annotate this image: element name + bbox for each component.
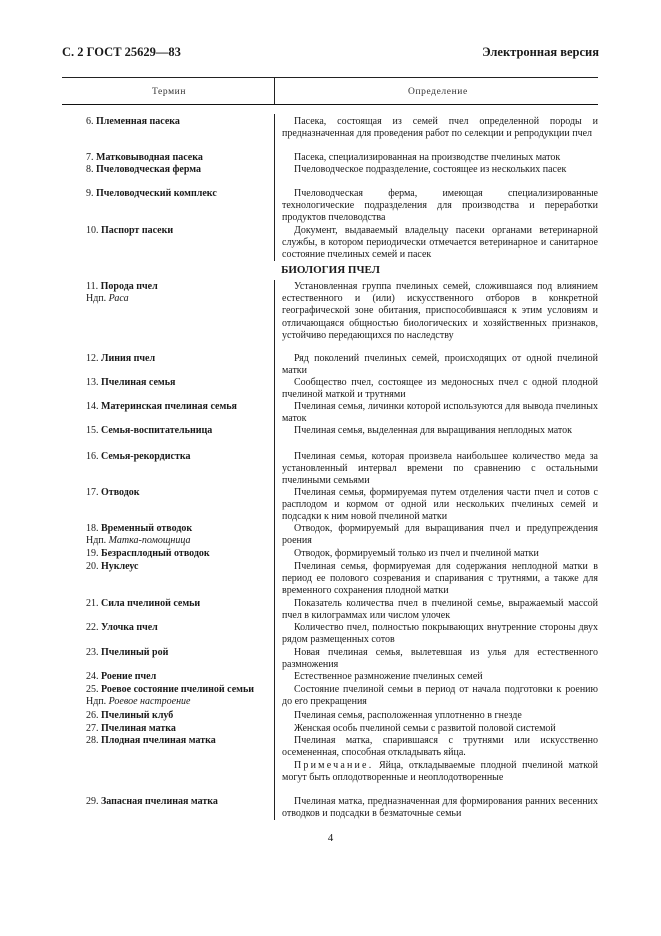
term-number: 8. xyxy=(86,164,94,175)
definition-cell: Показатель количества пчел в пчелиной семье, выражаемый массой пчел в килограммах или числом улочек xyxy=(282,598,598,622)
term-cell xyxy=(86,671,272,683)
term-cell xyxy=(86,548,272,560)
synonym-label: Ндп. xyxy=(86,293,107,305)
term-cell xyxy=(86,647,272,659)
term-number: 10. xyxy=(86,225,99,236)
term-cell xyxy=(86,723,272,735)
synonym-label: Ндп. xyxy=(86,696,107,708)
term-cell xyxy=(86,152,272,164)
definition-cell: Пасека, специализированная на производстве пчелиных маток xyxy=(294,152,561,163)
term-number: 21. xyxy=(86,598,99,609)
term-cell xyxy=(86,401,272,413)
term-name: Сила пчелиной семьи xyxy=(101,598,201,609)
term-cell xyxy=(86,710,272,722)
term-cell xyxy=(86,523,272,547)
column-header-definition: Определение xyxy=(408,87,468,97)
definition-cell: Пчелиная семья, личинки которой используются для вывода пчелиных маток xyxy=(282,401,598,425)
term-name: Нуклеус xyxy=(101,561,139,572)
definition-cell: Отводок, формируемый для выращивания пчел и предупреждения роения xyxy=(282,523,598,547)
term-cell xyxy=(86,451,272,463)
term-number: 6. xyxy=(86,116,94,127)
term-cell xyxy=(86,796,272,808)
definition-cell: Пчелиная матка, спарившаяся с трутнями или искусственно осемененная, способная откладывать яйца. xyxy=(282,735,598,759)
definition-cell: Ряд поколений пчелиных семей, происходящих от одной пчелиной матки xyxy=(282,353,598,377)
term-number: 27. xyxy=(86,723,99,734)
term-name: Пчелиная семья xyxy=(101,377,176,388)
definition-cell: Пчелиная семья, которая произвела наибольшее количество меда за установленный интервал времени по сравнению с остальными пчелиными семьями xyxy=(282,451,598,487)
term-cell xyxy=(86,684,272,708)
definition-cell: Женская особь пчелиной семьи с развитой половой системой xyxy=(294,723,556,734)
definition-cell: Пасека, состоящая из семей пчел определенной породы и предназначенная для проведения работ по селекции и репродукции пчел xyxy=(282,116,598,140)
rejected-synonym xyxy=(86,696,272,708)
term-name: Пчелиный рой xyxy=(101,647,169,658)
header-version: Электронная версия xyxy=(482,45,599,59)
term-cell xyxy=(86,225,272,237)
term-number: 17. xyxy=(86,487,99,498)
column-divider-2 xyxy=(274,280,275,820)
term-name: Матковыводная пасека xyxy=(96,152,203,163)
term-name: Пчелиная матка xyxy=(101,723,176,734)
definition-cell: Пчелиная семья, расположенная уплотненно в гнезде xyxy=(294,710,522,721)
rejected-synonym xyxy=(86,293,272,305)
definition-cell: Пчелиная семья, формируемая путем отделения части пчел и сотов с расплодом и кормом от одной или нескольких пчелиных семей и подсадки к ним новой пчелиной матки xyxy=(282,487,598,523)
term-name: Плодная пчелиная матка xyxy=(101,735,216,746)
term-cell xyxy=(86,561,272,573)
term-number: 7. xyxy=(86,152,94,163)
section-title: БИОЛОГИЯ ПЧЕЛ xyxy=(281,264,380,276)
term-number: 13. xyxy=(86,377,99,388)
term-name: Улочка пчел xyxy=(101,622,158,633)
synonym-term: Матка-помощница xyxy=(108,535,191,547)
term-name: Роение пчел xyxy=(101,671,157,682)
definition-cell: Пчелиная семья, выделенная для выращивания неплодных маток xyxy=(294,425,573,436)
column-divider-1 xyxy=(274,114,275,261)
term-cell xyxy=(86,425,272,437)
term-cell xyxy=(86,353,272,365)
column-header-term: Термин xyxy=(152,87,187,97)
rejected-synonym xyxy=(86,535,272,547)
term-cell xyxy=(86,281,272,305)
term-name: Отводок xyxy=(101,487,140,498)
term-name: Запасная пчелиная матка xyxy=(101,796,218,807)
term-name: Линия пчел xyxy=(101,353,156,364)
definition-note xyxy=(282,760,598,784)
term-number: 29. xyxy=(86,796,99,807)
term-cell xyxy=(86,377,272,389)
definition-cell: Пчелиная матка, предназначенная для формирования ранних весенних отводков и подсадки в безматочные семьи xyxy=(282,796,598,820)
definition-cell: Сообщество пчел, состоящее из медоносных пчел с одной плодной пчелиной маткой и трутнями xyxy=(282,377,598,401)
term-number: 16. xyxy=(86,451,99,462)
term-number: 18. xyxy=(86,523,99,534)
synonym-term: Раса xyxy=(108,293,129,305)
synonym-term: Роевое настроение xyxy=(108,696,191,708)
definition-cell: Количество пчел, полностью покрывающих внутренние стороны двух рядом размещенных сотов xyxy=(282,622,598,646)
term-name: Временный отводок xyxy=(101,523,193,534)
definition-cell: Состояние пчелиной семьи в период от начала подготовки к роению до его прекращения xyxy=(282,684,598,708)
term-number: 15. xyxy=(86,425,99,436)
term-number: 9. xyxy=(86,188,94,199)
term-cell xyxy=(86,164,272,176)
term-cell xyxy=(86,188,272,200)
note-label: Примечание. xyxy=(294,760,374,771)
synonym-label: Ндп. xyxy=(86,535,107,547)
header-bottom-rule xyxy=(62,104,598,105)
term-number: 12. xyxy=(86,353,99,364)
note-text: Яйца, откладываемые плодной пчелиной маткой могут быть оплодотворенные и неоплодотворенные xyxy=(282,760,598,784)
term-number: 25. xyxy=(86,684,99,695)
term-number: 22. xyxy=(86,622,99,633)
definition-cell: Установленная группа пчелиных семей, сложившаяся под влиянием естественного и (или) искусственного отборов в конкретной географической зоне обитания, приспособившаяся к этим условиям и отличающаяся общностью биологических и хозяйственных признаков, устойчиво передающихся по наследству xyxy=(282,281,598,341)
definition-cell: Пчеловодческое подразделение, состоящее из нескольких пасек xyxy=(294,164,567,175)
term-name: Паспорт пасеки xyxy=(101,225,174,236)
definition-cell: Пчеловодческая ферма, имеющая специализированные технологические подразделения для производства и переработки продуктов пчеловодства xyxy=(282,188,598,224)
term-name: Пчеловодческий комплекс xyxy=(96,188,217,199)
term-name: Безрасплодный отводок xyxy=(101,548,210,559)
header-standard-ref: С. 2 ГОСТ 25629—83 xyxy=(62,45,181,59)
page-number: 4 xyxy=(327,832,334,844)
term-number: 23. xyxy=(86,647,99,658)
term-number: 28. xyxy=(86,735,99,746)
header-column-divider xyxy=(274,77,275,104)
term-name: Роевое состояние пчелиной семьи xyxy=(101,684,255,695)
term-cell xyxy=(86,622,272,634)
term-cell xyxy=(86,116,272,128)
term-number: 20. xyxy=(86,561,99,572)
term-name: Племенная пасека xyxy=(96,116,180,127)
term-name: Семья-воспитательница xyxy=(101,425,213,436)
term-number: 24. xyxy=(86,671,99,682)
term-name: Пчеловодческая ферма xyxy=(96,164,201,175)
term-name: Семья-рекордистка xyxy=(101,451,191,462)
term-cell xyxy=(86,487,272,499)
term-number: 19. xyxy=(86,548,99,559)
table-top-rule xyxy=(62,77,598,78)
term-number: 11. xyxy=(86,281,99,292)
term-number: 14. xyxy=(86,401,99,412)
term-number: 26. xyxy=(86,710,99,721)
term-name: Материнская пчелиная семья xyxy=(101,401,237,412)
definition-cell: Естественное размножение пчелиных семей xyxy=(294,671,483,682)
definition-cell: Новая пчелиная семья, вылетевшая из улья для естественного размножения xyxy=(282,647,598,671)
definition-cell: Пчелиная семья, формируемая для содержания неплодной матки в период ее полового созревания и спаривания с трутнями, а также для временного сохранения плодной матки xyxy=(282,561,598,597)
definition-cell: Документ, выдаваемый владельцу пасеки органами ветеринарной службы, в котором периодически отмечается ветеринарное и санитарное состояние пчелиных семей и пасек xyxy=(282,225,598,261)
term-cell xyxy=(86,598,272,610)
term-cell xyxy=(86,735,272,747)
term-name: Порода пчел xyxy=(100,281,158,292)
term-name: Пчелиный клуб xyxy=(101,710,174,721)
definition-cell: Отводок, формируемый только из пчел и пчелиной матки xyxy=(294,548,539,559)
